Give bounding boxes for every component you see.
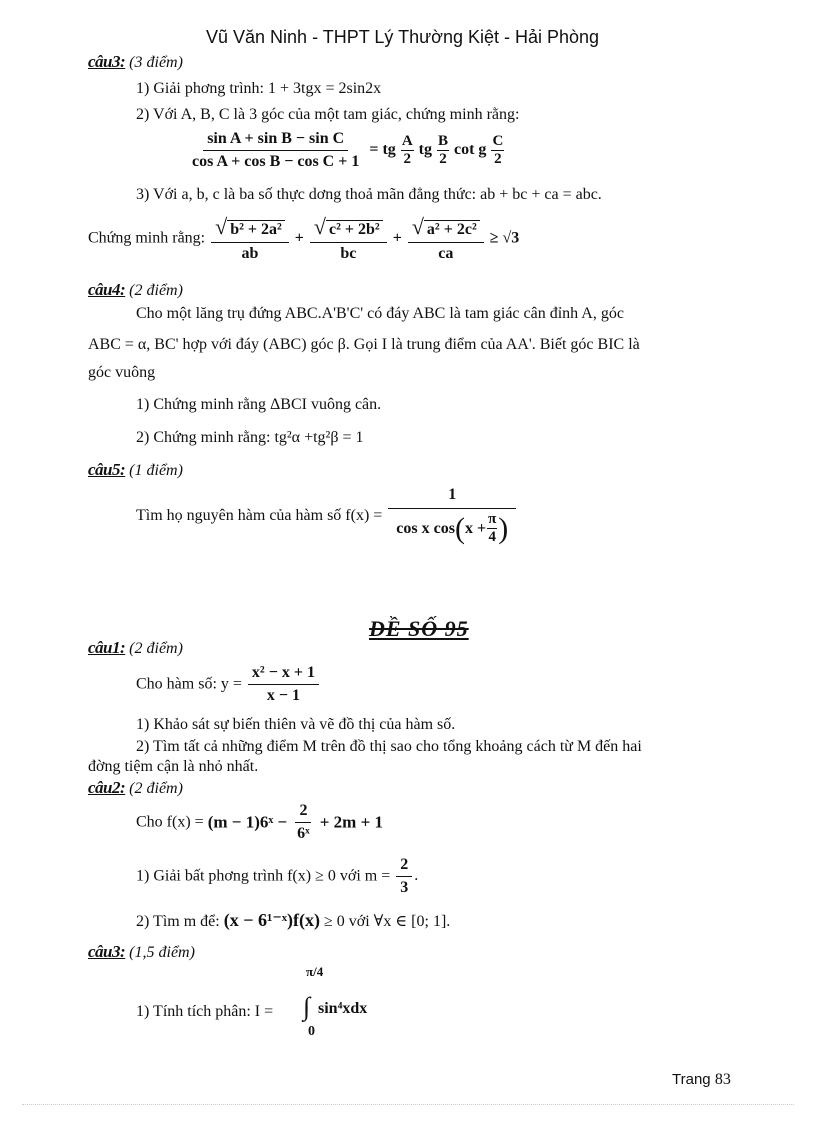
denominator: bc — [340, 245, 357, 262]
integral-lower-limit: 0 — [308, 1024, 315, 1039]
question-label: câu3: — [88, 942, 126, 961]
numerator: √ a² + 2c² — [408, 214, 484, 243]
fraction — [310, 214, 387, 263]
denominator-text: x + — [464, 519, 487, 537]
problem-text: 1) Khảo sát sự biến thiên và vẽ đồ thị của hàm số. — [136, 716, 456, 733]
problem-text: 1) Giải phơng trình: 1 + 3tgx = 2sin2x — [136, 80, 382, 97]
expression: + 2m + 1 — [319, 812, 384, 832]
problem-text: Cho f(x) = — [136, 813, 204, 831]
numerator: B — [437, 133, 448, 149]
problem-text: 2) Với A, B, C là 3 góc của một tam giác, chứng minh rằng: — [136, 106, 520, 123]
problem-text: Cho một lăng trụ đứng ABC.A'B'C' có đáy ABC là tam giác cân đỉnh A, góc — [136, 305, 624, 322]
problem-text: ABC = α, BC' hợp với đáy (ABC) góc β. Gọi I là trung điểm của AA'. Biết góc BIC là — [88, 336, 640, 353]
footer-label: Trang — [672, 1071, 711, 1088]
question-points: (2 điểm) — [129, 780, 183, 797]
question-heading — [88, 52, 183, 72]
bottom-divider — [22, 1104, 794, 1105]
numerator: π — [488, 511, 497, 527]
radicand: a² + 2c² — [424, 220, 480, 239]
numerator: 1 — [388, 486, 516, 509]
numerator: A — [401, 133, 413, 149]
problem-line — [136, 486, 518, 546]
problem-line — [136, 802, 383, 843]
numerator: 2 — [396, 856, 412, 877]
question-label: câu5: — [88, 460, 126, 479]
question-heading — [88, 942, 195, 962]
question-points: (2 điểm) — [129, 282, 183, 299]
denominator: ab — [241, 245, 259, 262]
cotg-label: cot g — [454, 141, 487, 159]
question-heading — [88, 460, 183, 480]
problem-text: 3) Với a, b, c là ba số thực dơng thoả mãn đẳng thức: ab + bc + ca = abc. — [136, 186, 602, 203]
denominator: 2 — [439, 151, 447, 167]
denominator-text: cos x cos — [396, 519, 455, 537]
question-label: câu1: — [88, 638, 126, 657]
problem-text: Cho hàm số: y = — [136, 675, 242, 693]
question-points: (1,5 điểm) — [129, 944, 195, 961]
fraction — [408, 214, 484, 263]
pi-over-4 — [487, 511, 497, 546]
numerator: C — [492, 133, 504, 149]
fraction-B — [437, 133, 449, 168]
problem-line: 1) Giải bất phơng trình f(x) ≥ 0 với m = $\frac{2}{3}$ . — [136, 856, 419, 896]
fraction-A — [401, 133, 414, 168]
denominator: 6ˣ — [297, 825, 310, 842]
integrand: sin⁴xdx — [318, 1000, 368, 1017]
question-points: (2 điểm) — [129, 640, 183, 657]
fraction — [188, 130, 363, 171]
problem-text: 2) Chứng minh rằng: tg²α +tg²β = 1 — [136, 429, 364, 446]
denominator: 2 — [403, 151, 411, 167]
numerator: √ b² + 2a² — [211, 214, 289, 243]
fraction — [211, 214, 289, 263]
inequality: Chứng minh rằng: $\frac{\text{√ b² + 2a²}}{ab}$ + $\frac{\text{√ c² + 2b²}}{bc}$ + $\frac{\text{√ a² + 2c²}}{ca}$ ≥ √3 — [88, 214, 520, 262]
expression: (x − 6¹⁻ˣ)f(x) — [223, 910, 320, 930]
denominator: cos x cos ( x + $\frac{\pi}{4}$ ) — [396, 511, 509, 545]
question-heading — [88, 778, 183, 798]
question-heading — [88, 280, 183, 300]
problem-text: 1) Tính tích phân: I = — [136, 1003, 274, 1020]
problem-text: đờng tiệm cận là nhỏ nhất. — [88, 758, 259, 775]
denominator: 4 — [488, 529, 496, 545]
expression: (m − 1)6ˣ − — [207, 812, 288, 832]
fraction — [293, 802, 314, 843]
denominator: cos A + cos B − cos C + 1 — [192, 153, 360, 170]
problem-text: 2) Tìm m để: — [136, 913, 220, 930]
equation — [186, 130, 505, 171]
problem-text: góc vuông — [88, 364, 156, 381]
radicand: c² + 2b² — [326, 220, 383, 239]
problem-text: ≥ 0 với ∀x ∈ [0; 1]. — [323, 913, 451, 930]
page-number: 83 — [714, 1071, 731, 1088]
question-points: (3 điểm) — [129, 54, 183, 71]
problem-line — [136, 664, 321, 705]
problem-line — [136, 910, 450, 931]
problem-text: 1) Chứng minh rằng ΔBCI vuông cân. — [136, 396, 382, 413]
problem-text: Tìm họ nguyên hàm của hàm số f(x) = — [136, 507, 383, 524]
numerator: 2 — [295, 802, 311, 823]
question-label: câu3: — [88, 52, 126, 71]
fraction-C — [491, 133, 504, 168]
question-heading — [88, 638, 183, 658]
tg-label: tg — [418, 141, 432, 159]
prove-label: Chứng minh rằng: — [88, 229, 206, 247]
page-header: Vũ Văn Ninh - THPT Lý Thường Kiệt - Hải Phòng — [206, 27, 600, 47]
denominator: ca — [438, 245, 454, 262]
question-points: (1 điểm) — [129, 462, 183, 479]
integral-sign: ∫ — [303, 992, 311, 1021]
inequality-rhs: ≥ √3 — [489, 229, 520, 247]
problem-text: 2) Tìm tất cả những điểm M trên đồ thị sao cho tổng khoảng cách từ M đến hai — [136, 738, 642, 755]
problem-text: 1) Giải bất phơng trình f(x) ≥ 0 với m = — [136, 867, 391, 885]
radicand: b² + 2a² — [227, 220, 285, 239]
fraction — [388, 486, 516, 546]
fraction — [248, 664, 319, 705]
denominator: x − 1 — [266, 687, 300, 704]
integral-upper-limit: π/4 — [306, 964, 324, 979]
denominator: 3 — [400, 879, 409, 896]
exam-title: ĐỀ SỐ 95 — [369, 616, 469, 641]
numerator: x² − x + 1 — [248, 664, 319, 685]
question-label: câu2: — [88, 778, 126, 797]
equation-rhs: = tg — [369, 141, 396, 159]
numerator: √ c² + 2b² — [310, 214, 387, 243]
page-footer — [672, 1071, 731, 1089]
denominator: 2 — [494, 151, 502, 167]
numerator: sin A + sin B − sin C — [203, 130, 348, 151]
fraction — [396, 856, 412, 897]
question-label: câu4: — [88, 280, 126, 299]
